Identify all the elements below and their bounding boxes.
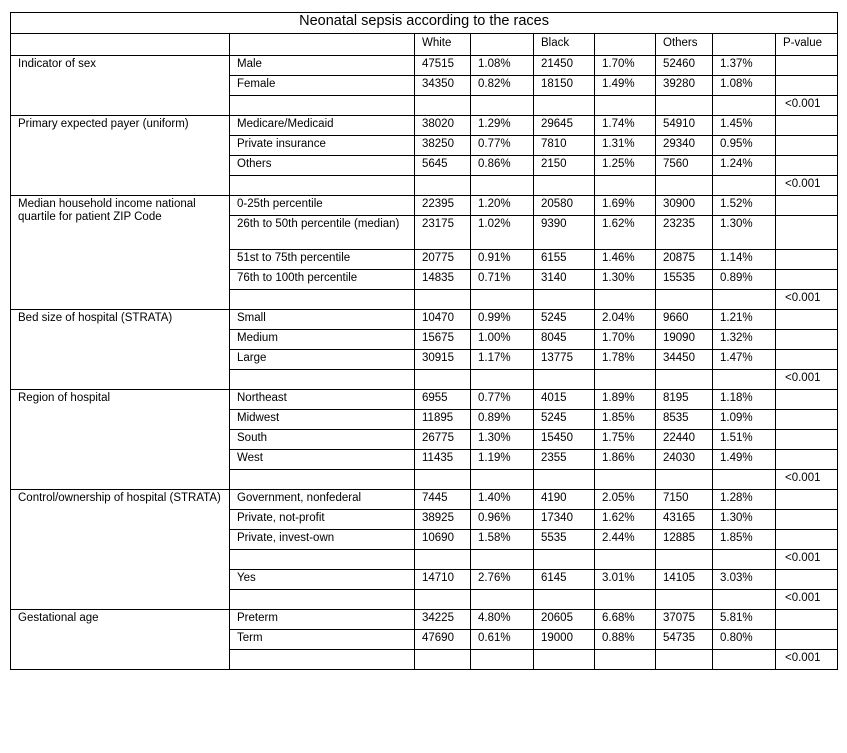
- subgroup-label: Private insurance: [230, 136, 415, 156]
- count-cell: 9390: [534, 216, 595, 250]
- blank-cell: [776, 310, 838, 330]
- blank-cell: [471, 290, 534, 310]
- percent-cell: 1.62%: [595, 216, 656, 250]
- blank-cell: [230, 176, 415, 196]
- blank-cell: [595, 590, 656, 610]
- percent-cell: 0.89%: [471, 410, 534, 430]
- blank-cell: [656, 96, 713, 116]
- blank-cell: [656, 550, 713, 570]
- header-cell: [595, 34, 656, 56]
- sepsis-table: [10, 12, 838, 670]
- subgroup-label: Yes: [230, 570, 415, 590]
- percent-cell: 1.24%: [713, 156, 776, 176]
- blank-cell: [534, 176, 595, 196]
- percent-cell: 2.44%: [595, 530, 656, 550]
- percent-cell: 1.49%: [713, 450, 776, 470]
- group-label: Indicator of sex: [11, 56, 230, 116]
- count-cell: 29340: [656, 136, 713, 156]
- blank-cell: [230, 590, 415, 610]
- blank-cell: [415, 590, 471, 610]
- subgroup-label: Private, invest-own: [230, 530, 415, 550]
- blank-cell: [595, 96, 656, 116]
- count-cell: 34225: [415, 610, 471, 630]
- count-cell: 7445: [415, 490, 471, 510]
- count-cell: 38020: [415, 116, 471, 136]
- blank-cell: [534, 470, 595, 490]
- p-value-cell: <0.001: [776, 370, 838, 390]
- blank-cell: [534, 96, 595, 116]
- percent-cell: 0.99%: [471, 310, 534, 330]
- subgroup-label: Others: [230, 156, 415, 176]
- count-cell: 21450: [534, 56, 595, 76]
- percent-cell: 1.30%: [471, 430, 534, 450]
- percent-cell: 0.71%: [471, 270, 534, 290]
- count-cell: 26775: [415, 430, 471, 450]
- count-cell: 11435: [415, 450, 471, 470]
- count-cell: 37075: [656, 610, 713, 630]
- count-cell: 8195: [656, 390, 713, 410]
- count-cell: 19090: [656, 330, 713, 350]
- subgroup-label: West: [230, 450, 415, 470]
- count-cell: 8045: [534, 330, 595, 350]
- percent-cell: 1.75%: [595, 430, 656, 450]
- percent-cell: 1.32%: [713, 330, 776, 350]
- table-row: [11, 56, 838, 76]
- percent-cell: 1.86%: [595, 450, 656, 470]
- count-cell: 2150: [534, 156, 595, 176]
- percent-cell: 1.08%: [713, 76, 776, 96]
- blank-cell: [415, 290, 471, 310]
- blank-cell: [656, 370, 713, 390]
- percent-cell: 1.31%: [595, 136, 656, 156]
- blank-cell: [776, 56, 838, 76]
- count-cell: 14710: [415, 570, 471, 590]
- percent-cell: 1.02%: [471, 216, 534, 250]
- blank-cell: [471, 96, 534, 116]
- blank-cell: [595, 470, 656, 490]
- subgroup-label: Term: [230, 630, 415, 650]
- percent-cell: 1.17%: [471, 350, 534, 370]
- table-row: [11, 310, 838, 330]
- percent-cell: 0.95%: [713, 136, 776, 156]
- percent-cell: 1.47%: [713, 350, 776, 370]
- percent-cell: 2.04%: [595, 310, 656, 330]
- blank-cell: [656, 176, 713, 196]
- blank-cell: [415, 96, 471, 116]
- count-cell: 43165: [656, 510, 713, 530]
- group-label: Primary expected payer (uniform): [11, 116, 230, 196]
- count-cell: 30900: [656, 196, 713, 216]
- blank-cell: [776, 570, 838, 590]
- subgroup-label: Private, not-profit: [230, 510, 415, 530]
- percent-cell: 6.68%: [595, 610, 656, 630]
- title-row: [11, 13, 838, 34]
- subgroup-label: 51st to 75th percentile: [230, 250, 415, 270]
- count-cell: 34450: [656, 350, 713, 370]
- blank-cell: [656, 590, 713, 610]
- count-cell: 6955: [415, 390, 471, 410]
- count-cell: 23175: [415, 216, 471, 250]
- count-cell: 24030: [656, 450, 713, 470]
- count-cell: 18150: [534, 76, 595, 96]
- group-label: Median household income national quartile for patient ZIP Code: [11, 196, 230, 310]
- subgroup-label: Medicare/Medicaid: [230, 116, 415, 136]
- blank-cell: [776, 390, 838, 410]
- p-value-cell: <0.001: [776, 470, 838, 490]
- blank-cell: [776, 630, 838, 650]
- percent-cell: 1.18%: [713, 390, 776, 410]
- percent-cell: 0.61%: [471, 630, 534, 650]
- blank-cell: [534, 370, 595, 390]
- subgroup-label: Midwest: [230, 410, 415, 430]
- blank-cell: [415, 550, 471, 570]
- percent-cell: 3.03%: [713, 570, 776, 590]
- table-title: Neonatal sepsis according to the races: [11, 13, 838, 34]
- count-cell: 15450: [534, 430, 595, 450]
- subgroup-label: Male: [230, 56, 415, 76]
- group-label: Gestational age: [11, 610, 230, 670]
- blank-cell: [415, 650, 471, 670]
- percent-cell: 1.51%: [713, 430, 776, 450]
- count-cell: 19000: [534, 630, 595, 650]
- count-cell: 5645: [415, 156, 471, 176]
- percent-cell: 1.19%: [471, 450, 534, 470]
- percent-cell: 0.96%: [471, 510, 534, 530]
- blank-cell: [713, 590, 776, 610]
- p-value-cell: <0.001: [776, 650, 838, 670]
- blank-cell: [776, 350, 838, 370]
- blank-cell: [776, 510, 838, 530]
- header-row: [11, 34, 838, 56]
- percent-cell: 1.74%: [595, 116, 656, 136]
- blank-cell: [776, 196, 838, 216]
- subgroup-label: Preterm: [230, 610, 415, 630]
- subgroup-label: 76th to 100th percentile: [230, 270, 415, 290]
- count-cell: 5535: [534, 530, 595, 550]
- count-cell: 2355: [534, 450, 595, 470]
- blank-cell: [230, 290, 415, 310]
- subgroup-label: South: [230, 430, 415, 450]
- count-cell: 22395: [415, 196, 471, 216]
- percent-cell: 1.28%: [713, 490, 776, 510]
- count-cell: 47690: [415, 630, 471, 650]
- count-cell: 14835: [415, 270, 471, 290]
- count-cell: 38925: [415, 510, 471, 530]
- blank-cell: [415, 470, 471, 490]
- percent-cell: 0.77%: [471, 390, 534, 410]
- count-cell: 20875: [656, 250, 713, 270]
- subgroup-label: Small: [230, 310, 415, 330]
- subgroup-label: Large: [230, 350, 415, 370]
- p-value-cell: <0.001: [776, 590, 838, 610]
- percent-cell: 1.46%: [595, 250, 656, 270]
- percent-cell: 0.88%: [595, 630, 656, 650]
- count-cell: 20605: [534, 610, 595, 630]
- percent-cell: 0.82%: [471, 76, 534, 96]
- table-body: [11, 13, 838, 670]
- percent-cell: 1.25%: [595, 156, 656, 176]
- count-cell: 39280: [656, 76, 713, 96]
- blank-cell: [776, 216, 838, 250]
- blank-cell: [713, 370, 776, 390]
- subgroup-label: Medium: [230, 330, 415, 350]
- percent-cell: 1.14%: [713, 250, 776, 270]
- blank-cell: [595, 370, 656, 390]
- blank-cell: [656, 290, 713, 310]
- blank-cell: [471, 370, 534, 390]
- percent-cell: 0.77%: [471, 136, 534, 156]
- blank-cell: [776, 430, 838, 450]
- group-label: Region of hospital: [11, 390, 230, 490]
- blank-cell: [230, 550, 415, 570]
- blank-cell: [534, 590, 595, 610]
- count-cell: 5245: [534, 410, 595, 430]
- blank-cell: [595, 650, 656, 670]
- header-black: Black: [534, 34, 595, 56]
- blank-cell: [776, 450, 838, 470]
- count-cell: 23235: [656, 216, 713, 250]
- blank-cell: [230, 650, 415, 670]
- count-cell: 15535: [656, 270, 713, 290]
- count-cell: 13775: [534, 350, 595, 370]
- blank-cell: [534, 650, 595, 670]
- percent-cell: 1.69%: [595, 196, 656, 216]
- blank-cell: [471, 550, 534, 570]
- subgroup-label: Government, nonfederal: [230, 490, 415, 510]
- count-cell: 34350: [415, 76, 471, 96]
- percent-cell: 1.20%: [471, 196, 534, 216]
- blank-cell: [776, 330, 838, 350]
- blank-cell: [776, 136, 838, 156]
- blank-cell: [595, 290, 656, 310]
- percent-cell: 4.80%: [471, 610, 534, 630]
- header-p-value: P-value: [776, 34, 838, 56]
- count-cell: 54735: [656, 630, 713, 650]
- group-label: Control/ownership of hospital (STRATA): [11, 490, 230, 610]
- percent-cell: 1.40%: [471, 490, 534, 510]
- percent-cell: 1.70%: [595, 330, 656, 350]
- subgroup-label: 26th to 50th percentile (median): [230, 216, 415, 250]
- count-cell: 7810: [534, 136, 595, 156]
- count-cell: 10470: [415, 310, 471, 330]
- blank-cell: [415, 176, 471, 196]
- table-row: [11, 196, 838, 216]
- percent-cell: 0.80%: [713, 630, 776, 650]
- blank-cell: [471, 176, 534, 196]
- blank-cell: [415, 370, 471, 390]
- header-others: Others: [656, 34, 713, 56]
- count-cell: 12885: [656, 530, 713, 550]
- count-cell: 52460: [656, 56, 713, 76]
- count-cell: 15675: [415, 330, 471, 350]
- blank-cell: [776, 410, 838, 430]
- count-cell: 30915: [415, 350, 471, 370]
- percent-cell: 1.85%: [595, 410, 656, 430]
- percent-cell: 1.78%: [595, 350, 656, 370]
- blank-cell: [230, 470, 415, 490]
- p-value-cell: <0.001: [776, 550, 838, 570]
- percent-cell: 1.08%: [471, 56, 534, 76]
- blank-cell: [776, 250, 838, 270]
- percent-cell: 1.52%: [713, 196, 776, 216]
- blank-cell: [595, 550, 656, 570]
- percent-cell: 1.21%: [713, 310, 776, 330]
- count-cell: 7150: [656, 490, 713, 510]
- count-cell: 6145: [534, 570, 595, 590]
- percent-cell: 1.85%: [713, 530, 776, 550]
- count-cell: 4190: [534, 490, 595, 510]
- percent-cell: 2.76%: [471, 570, 534, 590]
- percent-cell: 1.30%: [713, 510, 776, 530]
- count-cell: 20580: [534, 196, 595, 216]
- table-row: [11, 390, 838, 410]
- blank-cell: [776, 76, 838, 96]
- blank-cell: [713, 550, 776, 570]
- percent-cell: 1.49%: [595, 76, 656, 96]
- header-cell: [471, 34, 534, 56]
- blank-cell: [230, 96, 415, 116]
- blank-cell: [776, 156, 838, 176]
- p-value-cell: <0.001: [776, 176, 838, 196]
- blank-cell: [776, 610, 838, 630]
- percent-cell: 1.58%: [471, 530, 534, 550]
- count-cell: 10690: [415, 530, 471, 550]
- p-value-cell: <0.001: [776, 290, 838, 310]
- blank-cell: [713, 470, 776, 490]
- percent-cell: 1.89%: [595, 390, 656, 410]
- count-cell: 11895: [415, 410, 471, 430]
- percent-cell: 1.37%: [713, 56, 776, 76]
- percent-cell: 1.70%: [595, 56, 656, 76]
- header-cell: [713, 34, 776, 56]
- percent-cell: 1.29%: [471, 116, 534, 136]
- percent-cell: 0.89%: [713, 270, 776, 290]
- count-cell: 7560: [656, 156, 713, 176]
- subgroup-label: Northeast: [230, 390, 415, 410]
- count-cell: 4015: [534, 390, 595, 410]
- group-label: Bed size of hospital (STRATA): [11, 310, 230, 390]
- blank-cell: [776, 530, 838, 550]
- blank-cell: [776, 490, 838, 510]
- percent-cell: 1.09%: [713, 410, 776, 430]
- percent-cell: 5.81%: [713, 610, 776, 630]
- count-cell: 47515: [415, 56, 471, 76]
- percent-cell: 0.91%: [471, 250, 534, 270]
- count-cell: 22440: [656, 430, 713, 450]
- blank-cell: [471, 470, 534, 490]
- blank-cell: [713, 176, 776, 196]
- percent-cell: 2.05%: [595, 490, 656, 510]
- percent-cell: 1.00%: [471, 330, 534, 350]
- blank-cell: [713, 96, 776, 116]
- blank-cell: [471, 590, 534, 610]
- table-row: [11, 116, 838, 136]
- count-cell: 29645: [534, 116, 595, 136]
- count-cell: 9660: [656, 310, 713, 330]
- percent-cell: 1.30%: [595, 270, 656, 290]
- blank-cell: [776, 270, 838, 290]
- percent-cell: 0.86%: [471, 156, 534, 176]
- blank-cell: [534, 290, 595, 310]
- blank-cell: [776, 116, 838, 136]
- percent-cell: 1.45%: [713, 116, 776, 136]
- count-cell: 5245: [534, 310, 595, 330]
- percent-cell: 3.01%: [595, 570, 656, 590]
- blank-cell: [230, 370, 415, 390]
- blank-cell: [656, 650, 713, 670]
- header-cell: [230, 34, 415, 56]
- count-cell: 8535: [656, 410, 713, 430]
- blank-cell: [656, 470, 713, 490]
- blank-cell: [713, 650, 776, 670]
- header-white: White: [415, 34, 471, 56]
- header-cell: [11, 34, 230, 56]
- blank-cell: [534, 550, 595, 570]
- count-cell: 6155: [534, 250, 595, 270]
- count-cell: 38250: [415, 136, 471, 156]
- p-value-cell: <0.001: [776, 96, 838, 116]
- table-row: [11, 610, 838, 630]
- subgroup-label: 0-25th percentile: [230, 196, 415, 216]
- subgroup-label: Female: [230, 76, 415, 96]
- blank-cell: [713, 290, 776, 310]
- count-cell: 3140: [534, 270, 595, 290]
- count-cell: 20775: [415, 250, 471, 270]
- count-cell: 54910: [656, 116, 713, 136]
- count-cell: 14105: [656, 570, 713, 590]
- percent-cell: 1.30%: [713, 216, 776, 250]
- percent-cell: 1.62%: [595, 510, 656, 530]
- count-cell: 17340: [534, 510, 595, 530]
- blank-cell: [471, 650, 534, 670]
- table-row: [11, 490, 838, 510]
- blank-cell: [595, 176, 656, 196]
